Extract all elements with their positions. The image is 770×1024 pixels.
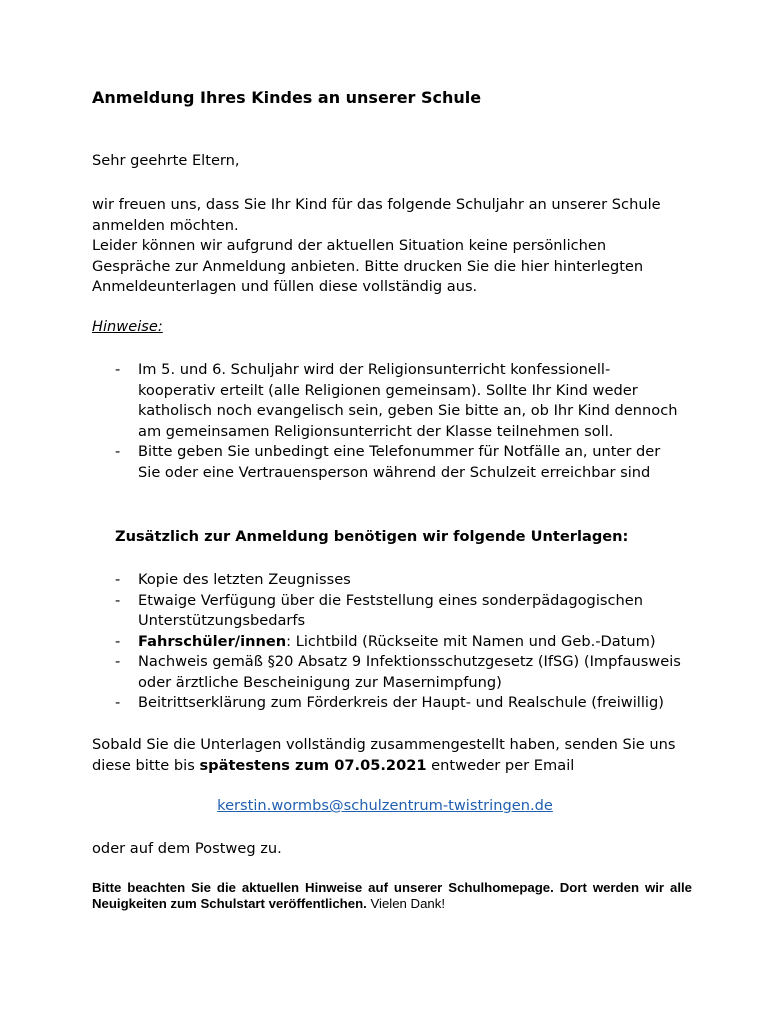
document-title: Anmeldung Ihres Kindes an unserer Schule <box>92 88 482 107</box>
list-item: - Beitrittserklärung zum Förderkreis der Haupt- und Realschule (freiwillig) <box>115 693 685 714</box>
intro-paragraph-2: Leider können wir aufgrund der aktuellen Situation keine persönlichen Gespräche zur Anmeldung anbieten. Bitte drucken Sie die hier hinterlegten Anmeldeunterlagen und füllen diese vollständig aus. <box>92 237 644 295</box>
hinweise-list <box>115 360 685 483</box>
list-item: - Kopie des letzten Zeugnisses <box>115 570 685 591</box>
hinweise-label: Hinweise: <box>92 318 163 335</box>
final-notice-thanks: Vielen Dank! <box>366 895 445 911</box>
unterlagen-list <box>115 570 685 714</box>
email-line <box>0 797 770 814</box>
intro-paragraph-1: wir freuen uns, dass Sie Ihr Kind für das folgende Schuljahr an unserer Schule anmelden möchten. <box>92 196 661 234</box>
closing-after: entweder per Email <box>426 756 575 774</box>
deadline: spätestens zum 07.05.2021 <box>199 756 427 774</box>
final-notice-bold: Bitte beachten Sie die aktuellen Hinweise auf unserer Schulhomepage. Dort werden wir alle Neuigkeiten zum Schulstart veröffentlichen. <box>92 880 692 911</box>
list-item-fahrschueler <box>115 632 685 653</box>
fahrschueler-text: : Lichtbild (Rückseite mit Namen und Geb.-Datum) <box>286 632 656 650</box>
list-item: - Bitte geben Sie unbedingt eine Telefonummer für Notfälle an, unter der Sie oder eine Vertrauensperson während der Schulzeit erreichbar sind <box>115 442 685 483</box>
postweg-text: oder auf dem Postweg zu. <box>92 840 282 857</box>
final-notice <box>92 880 692 911</box>
unterlagen-heading: Zusätzlich zur Anmeldung benötigen wir folgende Unterlagen: <box>115 528 629 545</box>
fahrschueler-label: Fahrschüler/innen <box>138 632 287 650</box>
closing-before: Sobald Sie die Unterlagen vollständig zusammengestellt haben, senden Sie uns diese bitte bis <box>92 736 676 774</box>
closing-text <box>92 735 682 776</box>
list-item: - Etwaige Verfügung über die Feststellung eines sonderpädagogischen Unterstützungsbedarfs <box>115 591 685 632</box>
list-item: - Nachweis gemäß §20 Absatz 9 Infektionsschutzgesetz (IfSG) (Impfausweis oder ärztliche Bescheinigung zur Masernimpfung) <box>115 652 685 693</box>
intro-text <box>92 195 682 298</box>
email-link[interactable]: kerstin.wormbs@schulzentrum-twistringen.de <box>217 797 553 814</box>
list-item: - Im 5. und 6. Schuljahr wird der Religionsunterricht konfessionell-kooperativ erteilt (alle Religionen gemeinsam). Sollte Ihr Kind weder katholisch noch evangelisch sein, geben Sie bitte an, ob Ihr Kind dennoch am gemeinsamen Religionsunterricht der Klasse teilnehmen soll. <box>115 360 685 442</box>
salutation: Sehr geehrte Eltern, <box>92 152 240 169</box>
